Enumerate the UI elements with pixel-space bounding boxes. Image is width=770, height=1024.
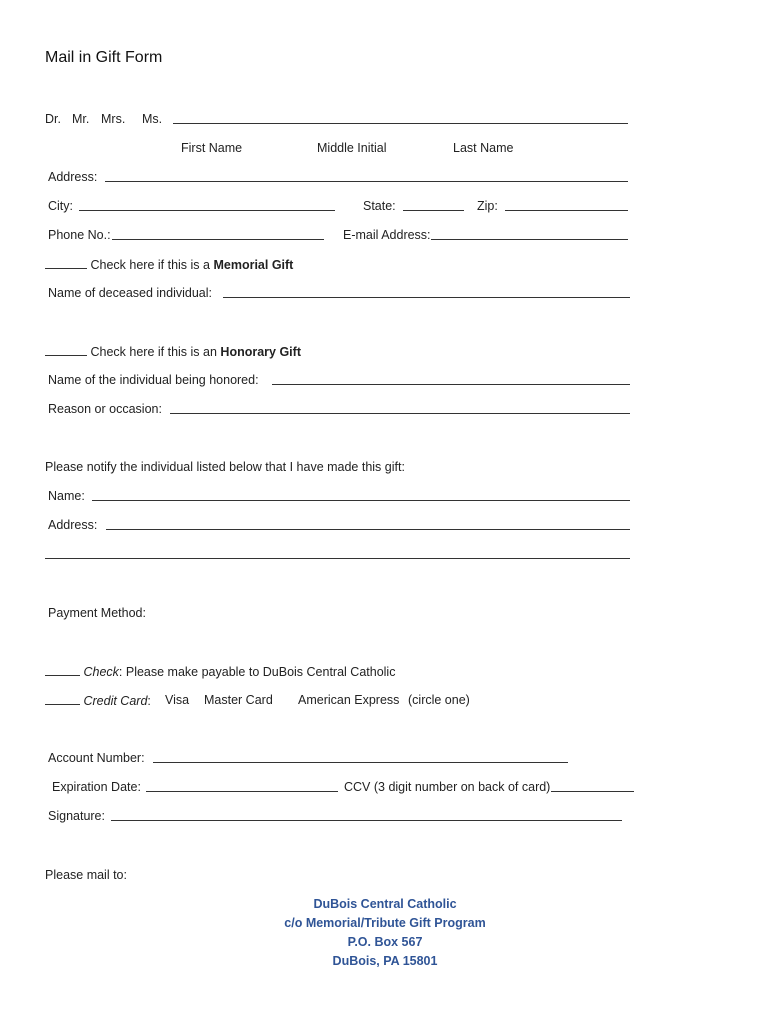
last-name-label: Last Name: [453, 141, 514, 155]
city-label: City:: [48, 199, 73, 213]
address-field[interactable]: [105, 181, 628, 182]
card-mastercard[interactable]: Master Card: [204, 693, 273, 707]
deceased-field[interactable]: [223, 297, 630, 298]
notify-address-field[interactable]: [106, 529, 630, 530]
form-title: Mail in Gift Form: [45, 49, 163, 66]
notify-address-label: Address:: [48, 518, 98, 532]
salutation-ms[interactable]: Ms.: [142, 112, 163, 126]
honorary-gift-prefix: Check here if this is an: [90, 345, 217, 359]
address-line-org: DuBois Central Catholic: [313, 897, 457, 911]
honored-label: Name of the individual being honored:: [48, 373, 259, 387]
expiration-field[interactable]: [146, 791, 338, 792]
state-label: State:: [363, 199, 396, 213]
address-line-city: DuBois, PA 15801: [332, 954, 438, 968]
signature-field[interactable]: [111, 820, 622, 821]
deceased-label: Name of deceased individual:: [48, 286, 212, 300]
signature-label: Signature:: [48, 809, 105, 823]
card-visa[interactable]: Visa: [165, 693, 190, 707]
notify-name-label: Name:: [48, 489, 85, 503]
account-number-label: Account Number:: [48, 751, 145, 765]
memorial-gift-checkbox[interactable]: [45, 257, 87, 269]
salutation-mrs[interactable]: Mrs.: [101, 112, 126, 126]
reason-label: Reason or occasion:: [48, 402, 162, 416]
notify-name-field[interactable]: [92, 500, 630, 501]
address-line-program: c/o Memorial/Tribute Gift Program: [284, 916, 486, 930]
mailing-address-block: [0, 895, 770, 971]
expiration-label: Expiration Date:: [52, 780, 141, 794]
full-name-field[interactable]: [173, 123, 628, 124]
email-field[interactable]: [431, 239, 628, 240]
phone-label: Phone No.:: [48, 228, 111, 242]
credit-card-option[interactable]: [45, 693, 151, 709]
address-line-pobox: P.O. Box 567: [347, 935, 423, 949]
memorial-gift-prefix: Check here if this is a: [90, 258, 210, 272]
first-name-label: First Name: [181, 141, 243, 155]
payment-method-label: Payment Method:: [48, 606, 146, 620]
memorial-gift-check[interactable]: [45, 257, 293, 273]
mail-to-label: Please mail to:: [45, 868, 127, 882]
city-field[interactable]: [79, 210, 335, 211]
address-label: Address:: [48, 170, 98, 184]
account-number-field[interactable]: [153, 762, 568, 763]
check-label: Check: [83, 665, 119, 679]
check-option-checkbox[interactable]: [45, 664, 80, 676]
honorary-gift-bold: Honorary Gift: [220, 345, 301, 359]
check-option[interactable]: [45, 664, 395, 680]
middle-initial-label: Middle Initial: [317, 141, 387, 155]
phone-field[interactable]: [112, 239, 324, 240]
honorary-gift-check[interactable]: [45, 344, 301, 360]
notify-text: Please notify the individual listed below that I have made this gift:: [45, 460, 405, 474]
honored-field[interactable]: [272, 384, 630, 385]
zip-label: Zip:: [477, 199, 498, 213]
state-field[interactable]: [403, 210, 464, 211]
email-label: E-mail Address:: [343, 228, 431, 242]
credit-card-checkbox[interactable]: [45, 693, 80, 705]
memorial-gift-bold: Memorial Gift: [213, 258, 294, 272]
ccv-label: CCV (3 digit number on back of card): [344, 780, 551, 794]
circle-one-note: (circle one): [408, 693, 470, 707]
reason-field[interactable]: [170, 413, 630, 414]
notify-address-field-2[interactable]: [45, 558, 630, 559]
salutation-mr[interactable]: Mr.: [72, 112, 90, 126]
card-amex[interactable]: American Express: [298, 693, 400, 707]
check-text: : Please make payable to DuBois Central Catholic: [118, 665, 396, 679]
honorary-gift-checkbox[interactable]: [45, 344, 87, 356]
ccv-field[interactable]: [551, 791, 634, 792]
zip-field[interactable]: [505, 210, 628, 211]
credit-card-colon: :: [147, 694, 151, 708]
salutation-dr[interactable]: Dr.: [45, 112, 61, 126]
credit-card-label: Credit Card: [83, 694, 148, 708]
